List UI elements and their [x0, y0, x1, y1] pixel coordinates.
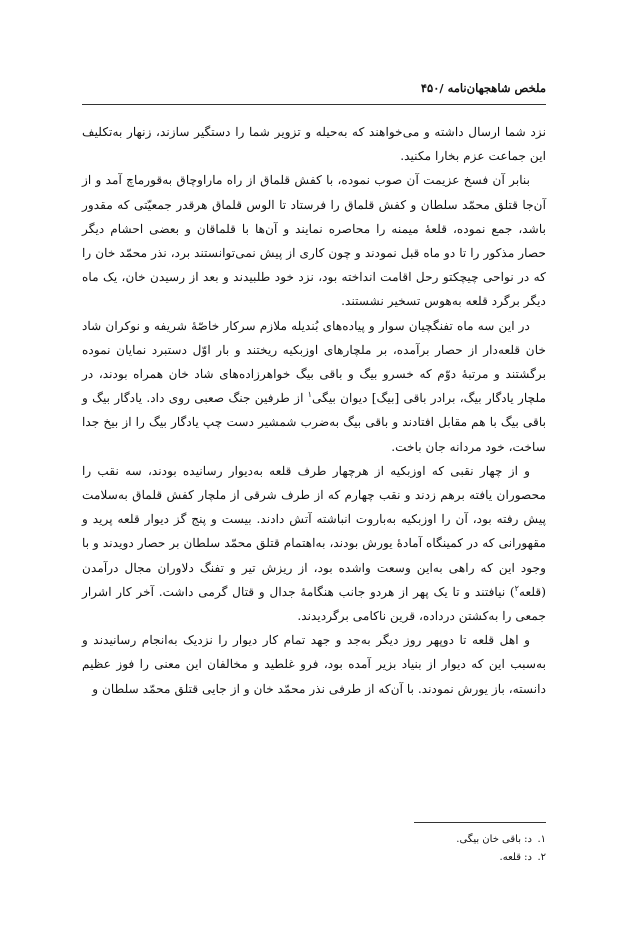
footnote-ref-2: ۲ — [514, 583, 519, 593]
main-text — [82, 120, 546, 701]
paragraph-5: و اهل قلعه تا دوپهر روز دیگر به‌جد و جهد تمام کار دیوار را نزدیک به‌انجام رسانیدند و به‌سبب این که دیوار از بنیاد بزیر آمده بود، فرو غلطید و مخالفان این معنی را فوز عظیم دانسته، باز یورش نمودند. با آن‌که از طرفی نذر محمّد خان و از جایی قتلق محمّد سلطان و — [82, 633, 546, 696]
paragraph-3-text-a: در این سه ماه تفنگچیان سوار و پیاده‌های بُندیله ملازم سرکار خاصّهٔ شریفه و نوکران شاد خان قلعه‌دار از حصار برآمده، بر ملچارهای اوزبکیه ریختند و بار اوّل دستبرد نمایان نموده برگشتند و مرتبهٔ دوّم که خسرو بیگ و باقی بیگ خواهرزاده‌های شاد خان همراه بودند، در ملچار یادگار بیگ، برادر باقی [بیگ] دیوان بیگی — [82, 318, 547, 406]
paragraph-1: نزد شما ارسال داشته و می‌خواهند که به‌حیله و تزویر شما را دستگیر سازند، زنهار به‌تکلیف این جماعت عزم بخارا مکنید. — [82, 125, 546, 164]
footnote-ref-1: ۱ — [307, 390, 312, 400]
footnote-number: ۲. — [537, 852, 546, 863]
paragraph-4 — [82, 459, 546, 628]
paragraph-4-text-b: ) نیافتند و تا یک پهر از هردو جانب هنگامهٔ جدال و قتال گرمی داشت. آخر کار اشرار جمعی را به‌کشتن درداده، قرین ناکامی برگردیدند. — [82, 584, 546, 624]
footnote-divider — [414, 822, 546, 823]
footnote-1 — [82, 831, 546, 849]
footnote-text: د: قلعه. — [499, 852, 532, 863]
footnote-text: د: باقی خان بیگی. — [456, 834, 532, 845]
footnotes — [82, 831, 546, 867]
footnote-number: ۱. — [537, 834, 546, 845]
paragraph-4-text-a: و از چهار نقبی که اوزبکیه از هرچهار طرف قلعه به‌دیوار رسانیده بودند، سه نقب را محصوران یافته برهم زدند و نقب چهارم که از طرف شرقی از ملچار کفش قلماق به‌سلامت پیش رفته بود، آن را اوزبکیه به‌باروت انباشته آتش دادند. بیست و پنج گز دیوار قلعه پرید و مقهورانی که در کمینگاه آمادهٔ یورش بودند، به‌اهتمام قتلق محمّد سلطان بر حصار دویدند و با وجود این که راهی به‌این وسعت واشده بود، از ریزش تیر و تفنگ دلاوران مجال درآمدن (قلعه — [82, 463, 546, 599]
paragraph-2: بنابر آن فسخ عزیمت آن صوب نموده، با کفش قلماق از راه ماراوچاق به‌قورماچ آمد و از آن‌جا قتلق محمّد سلطان و کفش قلماق را فرستاد تا الوس قلماق هرقدر جمعیّتی که مقدور باشد، جمع نموده، قلعهٔ میمنه را محاصره نمایند و آن‌ها با قلماقان و بعضی احشام دیگر حصار مذکور را تا دو ماه قبل نمودند و چون کاری از پیش نمی‌توانستند برد، نذر محمّد خان را که در نواحی چیچکتو رحل اقامت انداخته بود، نزد خود طلبیدند و بعد از رسیدن خان، یک ماه دیگر برگرد قلعه به‌هوس تسخیر نشستند. — [82, 173, 546, 309]
header-divider — [82, 104, 546, 105]
running-head: ملخص شاهجهان‌نامه /۴۵۰ — [420, 81, 546, 95]
footnote-2 — [82, 849, 546, 867]
paragraph-3 — [82, 314, 546, 459]
paragraph-3-text-b: از طرفین جنگ صعبی روی داد. یادگار بیگ و باقی بیگ با هم مقابل افتادند و باقی بیگ به‌ضرب شمشیر دست چپ یادگار بیگ را از بیخ جدا ساخت، خود مردانه جان باخت. — [82, 391, 546, 454]
